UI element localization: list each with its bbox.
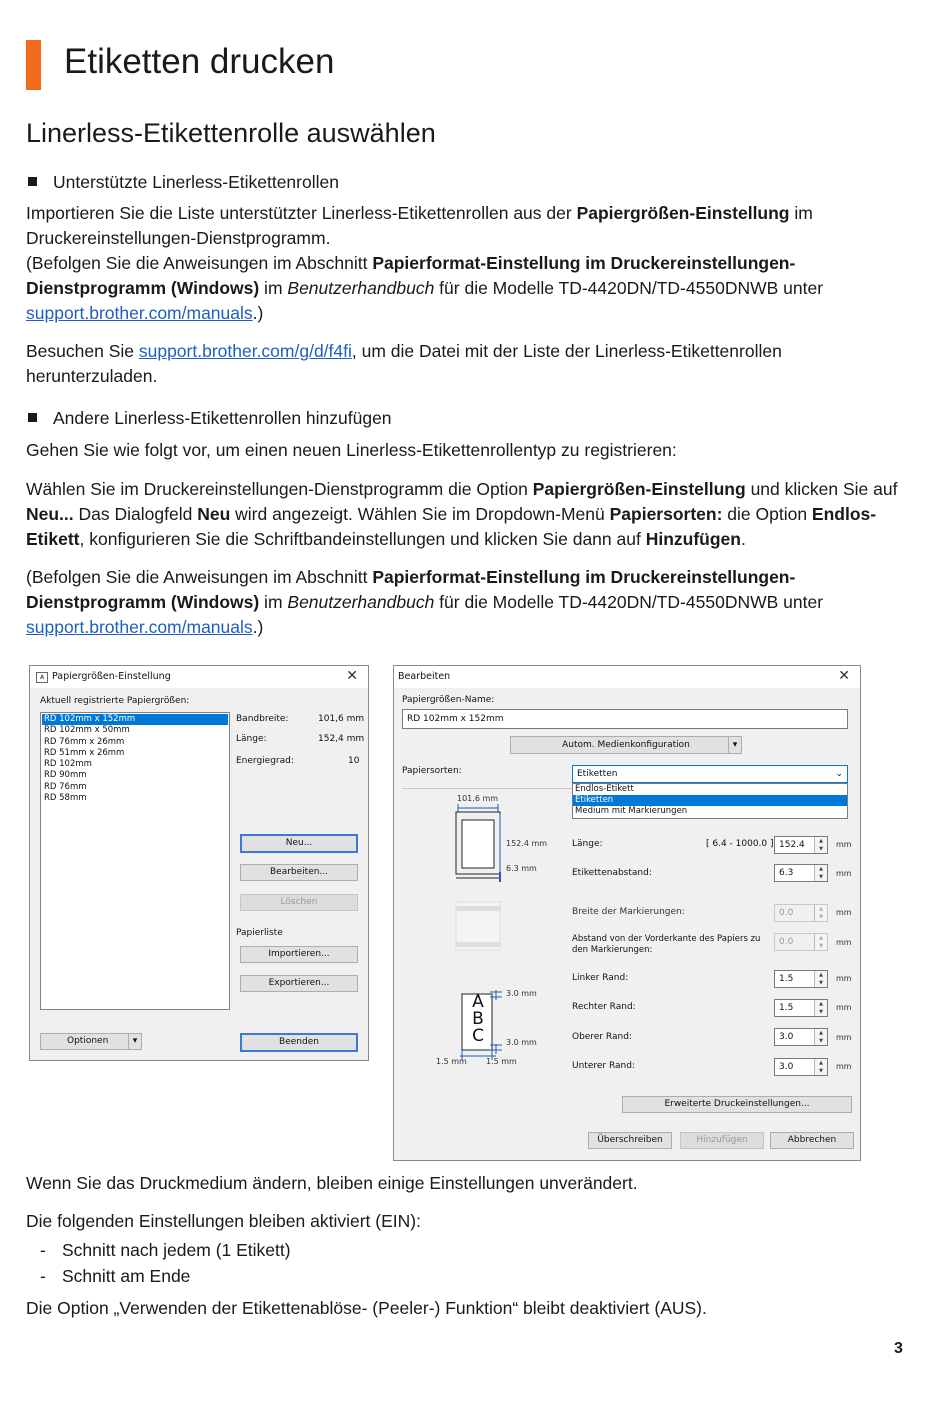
list-item[interactable]: RD 90mm [44, 770, 87, 781]
close-icon[interactable]: ✕ [838, 668, 850, 684]
energie-value: 10 [348, 756, 360, 766]
unit-label: mm [836, 938, 852, 947]
bullet-square-icon [28, 413, 37, 422]
linker-label: Linker Rand: [572, 973, 629, 983]
manuals-link[interactable]: support.brother.com/manuals [26, 303, 253, 323]
unit-label: mm [836, 869, 852, 878]
bandbreite-value: 101,6 mm [318, 714, 365, 724]
option-medium-markierungen[interactable]: Medium mit Markierungen [575, 806, 688, 816]
spinner-icon[interactable]: ▲ ▼ [814, 905, 827, 921]
page-number: 3 [894, 1340, 903, 1357]
download-link[interactable]: support.brother.com/g/d/f4fi [138, 341, 352, 361]
paragraph-register: Gehen Sie wie folgt vor, um einen neuen Linerless-Etikettenrollentyp zu registrieren: [26, 440, 677, 460]
paragraph-manual-ref: (Befolgen Sie die Anweisungen im Abschnitt Papierformat-Einstellung im Druckereinstellungen-Dienstprogramm (Windows) im Benutzerhandbuch für die Modelle TD-4420DN/TD-4550DNWB unter support.brother.com/manuals.) [26, 567, 824, 637]
list-item[interactable]: RD 76mm [44, 781, 87, 792]
list-item[interactable]: RD 76mm x 26mm [44, 736, 125, 747]
add-button[interactable]: Hinzufügen [680, 1132, 764, 1149]
export-button[interactable]: Exportieren... [240, 975, 358, 992]
paragraph-medium-change: Wenn Sie das Druckmedium ändern, bleiben einige Einstellungen unverändert. [26, 1173, 638, 1193]
unterer-label: Unterer Rand: [572, 1061, 635, 1071]
dialog-title: Papiergrößen-Einstellung [52, 671, 171, 682]
name-label: Papiergrößen-Name: [402, 695, 495, 705]
overwrite-button[interactable]: Überschreiben [588, 1132, 672, 1149]
unterer-input[interactable]: 3.0 ▲ ▼ [774, 1058, 828, 1076]
exit-button[interactable]: Beenden [240, 1033, 358, 1052]
option-etiketten[interactable]: Etiketten [573, 795, 847, 806]
unit-label: mm [836, 1003, 852, 1012]
paragraph-download: Besuchen Sie support.brother.com/g/d/f4fi, um die Datei mit der Liste der Linerless-Etikettenrollen herunterzuladen. [26, 341, 782, 386]
bullet-supported: Unterstützte Linerless-Etikettenrollen [28, 170, 339, 195]
abc-sample-text: A B C [472, 992, 484, 1046]
paragraph-enabled: Die folgenden Einstellungen bleiben aktiviert (EIN): [26, 1211, 421, 1231]
paragraph-steps: Wählen Sie im Druckereinstellungen-Dienstprogramm die Option Papiergrößen-Einstellung und klicken Sie auf Neu... Das Dialogfeld Neu wird angezeigt. Wählen Sie im Dropdown-Menü Papiersorten: die Option Endlos-Etikett, konfigurieren Sie die Schriftbandeinstellungen und klicken Sie dann auf Hinzufügen. [26, 479, 898, 549]
list-item[interactable]: RD 58mm [44, 793, 87, 804]
dialog-titlebar [394, 666, 860, 688]
chevron-down-icon: ⌄ [835, 769, 843, 779]
list-item[interactable]: RD 102mm [44, 759, 92, 770]
dialog-titlebar [30, 666, 368, 688]
unit-label: mm [836, 908, 852, 917]
width-dimension: 101.6 mm [457, 794, 499, 803]
auto-media-button[interactable]: Autom. Medienkonfiguration ▾ [510, 736, 742, 754]
dialog-title: Bearbeiten [398, 671, 451, 682]
delete-button[interactable]: Löschen [240, 894, 358, 911]
divider [402, 788, 572, 789]
unit-label: mm [836, 1033, 852, 1042]
breite-mark-input[interactable]: 0.0 ▲ ▼ [774, 904, 828, 922]
oberer-input[interactable]: 3.0 ▲ ▼ [774, 1028, 828, 1046]
page-title: Etiketten drucken [64, 42, 335, 81]
new-button[interactable]: Neu... [240, 834, 358, 853]
app-icon: A [36, 672, 48, 683]
list-label: Aktuell registrierte Papiergrößen: [40, 696, 190, 706]
laenge-input[interactable]: 152.4 ▲ ▼ [774, 836, 828, 854]
options-dropdown-arrow-icon[interactable]: ▾ [128, 1033, 142, 1050]
height-dimension: 152.4 mm [506, 839, 548, 848]
abstand-mark-label: Abstand von der Vorderkante des Papiers zu den Markierungen: [572, 934, 761, 955]
cancel-button[interactable]: Abbrechen [770, 1132, 854, 1149]
import-button[interactable]: Importieren... [240, 946, 358, 963]
oberer-label: Oberer Rand: [572, 1032, 632, 1042]
margin-top-dimension: 3.0 mm [506, 989, 537, 998]
rechter-input[interactable]: 1.5 ▲ ▼ [774, 999, 828, 1017]
close-icon[interactable]: ✕ [346, 668, 358, 684]
list-item[interactable]: RD 102mm x 50mm [44, 725, 130, 736]
list-item[interactable]: RD 102mm x 152mm [42, 714, 228, 725]
paper-size-list[interactable] [40, 712, 230, 1010]
bullet-square-icon [28, 177, 37, 186]
energie-label: Energiegrad: [236, 756, 294, 766]
option-endlos[interactable]: Endlos-Etikett [575, 784, 634, 794]
spinner-icon[interactable]: ▲ ▼ [814, 1029, 827, 1045]
paper-name-input[interactable]: RD 102mm x 152mm [402, 709, 848, 729]
margin-bottom-dimension: 3.0 mm [506, 1038, 537, 1047]
manuals-link-2[interactable]: support.brother.com/manuals [26, 617, 253, 637]
laenge-value: 152,4 mm [318, 734, 365, 744]
advanced-settings-button[interactable]: Erweiterte Druckeinstellungen... [622, 1096, 852, 1113]
spinner-icon[interactable]: ▲ ▼ [814, 971, 827, 987]
abstand-mark-input[interactable]: 0.0 ▲ ▼ [774, 933, 828, 951]
papierliste-label: Papierliste [236, 928, 283, 938]
paragraph-peeler: Die Option „Verwenden der Etikettenablöse- (Peeler-) Funktion“ bleibt deaktiviert (AUS). [26, 1298, 707, 1318]
bandbreite-label: Bandbreite: [236, 714, 289, 724]
rechter-label: Rechter Rand: [572, 1002, 636, 1012]
heading-accent-bar [26, 40, 41, 90]
papiersorten-select[interactable]: Etiketten ⌄ [572, 765, 848, 783]
bullet-add: Andere Linerless-Etikettenrollen hinzufügen [28, 406, 392, 431]
section-title: Linerless-Etikettenrolle auswählen [26, 118, 436, 148]
laenge-range: [ 6.4 - 1000.0 ] [706, 839, 774, 849]
abstand-label: Etikettenabstand: [572, 868, 652, 878]
edit-dialog [393, 665, 861, 1161]
chevron-down-icon: ▾ [728, 737, 741, 753]
papiersorten-dropdown [572, 783, 848, 819]
spinner-icon[interactable]: ▲ ▼ [814, 865, 827, 881]
margin-left-dimension: 1.5 mm [436, 1057, 467, 1066]
list-item: - Schnitt am Ende [40, 1266, 191, 1286]
paragraph-import: Importieren Sie die Liste unterstützter Linerless-Etikettenrollen aus der Papiergrößen-Einstellung im Druckereinstellungen-Dienstprogramm. (Befolgen Sie die Anweisungen im Abschnitt Papierformat-Einstellung im Druckereinstellungen-Dienstprogramm (Windows) im Benutzerhandbuch für die Modelle TD-4420DN/TD-4550DNWB unter support.brother.com/manuals.) [26, 203, 824, 323]
spinner-icon[interactable]: ▲ ▼ [814, 837, 827, 853]
spinner-icon[interactable]: ▲ ▼ [814, 1000, 827, 1016]
paper-size-dialog [29, 665, 369, 1061]
edit-button[interactable]: Bearbeiten... [240, 864, 358, 881]
laenge-label: Länge: [572, 839, 603, 849]
options-button[interactable]: Optionen [40, 1033, 140, 1050]
margin-right-dimension: 1.5 mm [486, 1057, 517, 1066]
papiersorten-label: Papiersorten: [402, 766, 462, 776]
laenge-label: Länge: [236, 734, 267, 744]
list-item[interactable]: RD 51mm x 26mm [44, 747, 125, 758]
linker-input[interactable]: 1.5 ▲ ▼ [774, 970, 828, 988]
unit-label: mm [836, 1062, 852, 1071]
breite-mark-label: Breite der Markierungen: [572, 907, 685, 917]
abstand-input[interactable]: 6.3 ▲ ▼ [774, 864, 828, 882]
unit-label: mm [836, 840, 852, 849]
unit-label: mm [836, 974, 852, 983]
list-item: - Schnitt nach jedem (1 Etikett) [40, 1240, 291, 1260]
spinner-icon[interactable]: ▲ ▼ [814, 934, 827, 950]
gap-dimension: 6.3 mm [506, 864, 537, 873]
spinner-icon[interactable]: ▲ ▼ [814, 1059, 827, 1075]
